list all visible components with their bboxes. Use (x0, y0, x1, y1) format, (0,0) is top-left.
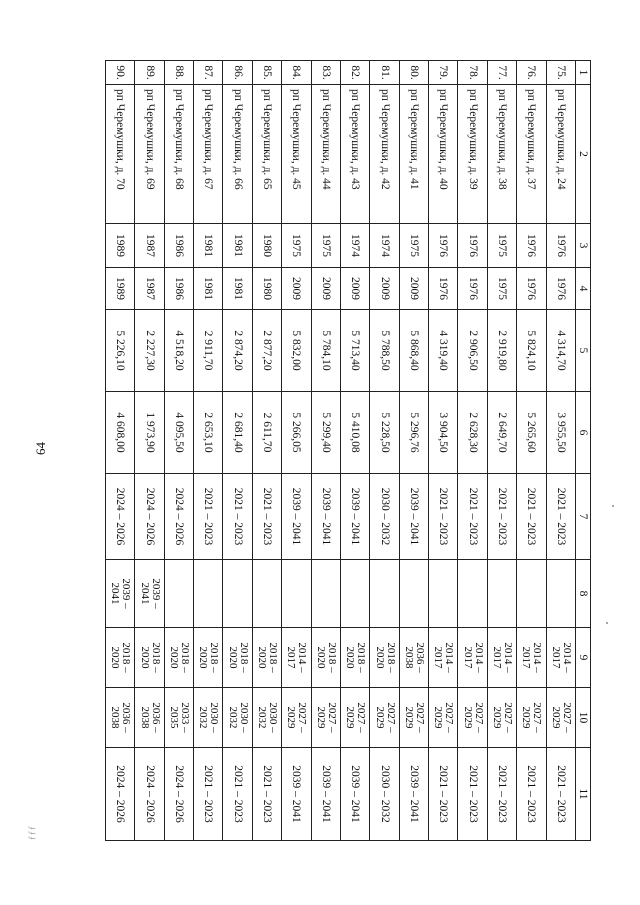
total-area-cell: 4 518,20 (164, 310, 193, 392)
period-cell: 2039 – 2041 (282, 748, 311, 841)
period-cell (517, 688, 546, 748)
total-area-cell: 2 227,30 (135, 310, 164, 392)
cell-line: 2018 – (178, 642, 191, 673)
period-cell: 2021 – 2023 (487, 748, 516, 841)
period-cell (282, 688, 311, 748)
living-area-cell: 2 653,10 (194, 392, 223, 474)
period-cell: 2024 – 2026 (135, 748, 164, 841)
year-built-cell: 1976 (429, 224, 458, 268)
row-number: 81. (370, 61, 399, 85)
total-area-cell: 5 868,40 (399, 310, 428, 392)
period-cell (252, 560, 281, 628)
column-header-11: 11 (576, 748, 591, 841)
row-number: 78. (458, 61, 487, 85)
table-row (106, 61, 135, 841)
cell-line: 2030 – (208, 702, 221, 733)
period-cell (487, 628, 516, 688)
cell-line: 2017 (461, 646, 474, 669)
address-cell: рп Черемушки, д. 39 (458, 85, 487, 224)
period-cell: 2039 – 2041 (399, 748, 428, 841)
table-row (311, 61, 340, 841)
period-cell (341, 688, 370, 748)
cell-line: 2027 – (355, 702, 368, 733)
table-row (223, 61, 252, 841)
year-built-cell: 1976 (517, 224, 546, 268)
period-cell (311, 628, 340, 688)
period-cell: 2021 – 2023 (194, 474, 223, 560)
cell-line: 2017 (285, 646, 298, 669)
year-built-cell: 1974 (341, 224, 370, 268)
living-area-cell: 2 649,70 (487, 392, 516, 474)
table-body (106, 61, 576, 841)
cell-line: 2020 (138, 646, 151, 669)
period-cell (458, 628, 487, 688)
year-built-cell: 1975 (487, 224, 516, 268)
period-cell (252, 688, 281, 748)
scan-speck (606, 622, 608, 624)
cell-line: 2018 – (208, 642, 221, 673)
period-cell: 2039 – 2041 (341, 748, 370, 841)
year-cell: 1989 (106, 268, 135, 310)
cell-line: 2030 – (267, 702, 280, 733)
period-cell: 2030 – 2032 (370, 748, 399, 841)
row-number: 84. (282, 61, 311, 85)
cell-line: 2014 – (296, 642, 309, 673)
cell-line: 2032 (226, 706, 239, 729)
period-cell: 2021 – 2023 (517, 748, 546, 841)
cell-line: 2029 (520, 706, 533, 729)
period-cell (106, 628, 135, 688)
period-cell: 2039 – 2041 (282, 474, 311, 560)
year-built-cell: 1975 (399, 224, 428, 268)
cell-line: 2041 (109, 582, 122, 605)
period-cell: 2021 – 2023 (487, 474, 516, 560)
address-cell: рп Черемушки, д. 44 (311, 85, 340, 224)
period-cell (517, 628, 546, 688)
total-area-cell: 2 911,70 (194, 310, 223, 392)
period-cell (458, 688, 487, 748)
period-cell (164, 628, 193, 688)
living-area-cell: 5 296,76 (399, 392, 428, 474)
period-cell: 2021 – 2023 (546, 748, 575, 841)
period-cell (429, 688, 458, 748)
address-cell: рп Черемушки, д. 45 (282, 85, 311, 224)
period-cell (370, 560, 399, 628)
period-cell: 2024 – 2026 (164, 748, 193, 841)
row-number: 76. (517, 61, 546, 85)
living-area-cell: 3 904,50 (429, 392, 458, 474)
total-area-cell: 4 314,70 (546, 310, 575, 392)
table-row (546, 61, 575, 841)
living-area-cell: 5 299,40 (311, 392, 340, 474)
cell-line: 2018 – (325, 642, 338, 673)
table-container (105, 60, 591, 840)
year-cell: 1981 (194, 268, 223, 310)
cell-line: 2029 (549, 706, 562, 729)
year-built-cell: 1974 (370, 224, 399, 268)
cell-line: 2014 – (560, 642, 573, 673)
address-cell: рп Черемушки, д. 65 (252, 85, 281, 224)
period-cell: 2021 – 2023 (546, 474, 575, 560)
period-cell: 2021 – 2023 (223, 474, 252, 560)
table-row (282, 61, 311, 841)
cell-line: 2029 (432, 706, 445, 729)
cell-line: 2036 – (149, 702, 162, 733)
scan-speck (612, 505, 614, 507)
cell-line: 2029 (344, 706, 357, 729)
row-number: 82. (341, 61, 370, 85)
row-number: 90. (106, 61, 135, 85)
year-built-cell: 1980 (252, 224, 281, 268)
period-cell: 2021 – 2023 (223, 748, 252, 841)
period-cell (194, 560, 223, 628)
cell-line: 2020 (167, 646, 180, 669)
cell-line: 2036 – (413, 642, 426, 673)
period-cell (487, 560, 516, 628)
period-cell (487, 688, 516, 748)
column-header-9: 9 (576, 628, 591, 688)
period-cell (370, 688, 399, 748)
period-cell (341, 628, 370, 688)
period-cell (546, 688, 575, 748)
living-area-cell: 5 265,60 (517, 392, 546, 474)
year-cell: 1975 (487, 268, 516, 310)
period-cell (194, 688, 223, 748)
period-cell: 2021 – 2023 (252, 748, 281, 841)
cell-line: 2029 (402, 706, 415, 729)
year-built-cell: 1981 (194, 224, 223, 268)
address-cell: рп Черемушки, д. 41 (399, 85, 428, 224)
period-cell: 2024 – 2026 (106, 748, 135, 841)
table-header-row (576, 61, 591, 841)
period-cell: 2039 – 2041 (311, 748, 340, 841)
address-cell: рп Черемушки, д. 69 (135, 85, 164, 224)
address-cell: рп Черемушки, д. 68 (164, 85, 193, 224)
cell-line: 2033 – (178, 702, 191, 733)
cell-line: 2017 (520, 646, 533, 669)
address-cell: рп Черемушки, д. 70 (106, 85, 135, 224)
cell-line: 2027 – (413, 702, 426, 733)
cell-line: 2018 – (149, 642, 162, 673)
period-cell (341, 560, 370, 628)
table-row (341, 61, 370, 841)
address-cell: рп Черемушки, д. 38 (487, 85, 516, 224)
cell-line: 2027 – (531, 702, 544, 733)
period-cell: 2039 – 2041 (311, 474, 340, 560)
cell-line: 2018 – (355, 642, 368, 673)
period-cell: 2039 – 2041 (399, 474, 428, 560)
year-cell: 2009 (341, 268, 370, 310)
cell-line: 2029 (285, 706, 298, 729)
address-cell: рп Черемушки, д. 66 (223, 85, 252, 224)
cell-line: 2041 (138, 582, 151, 605)
row-number: 79. (429, 61, 458, 85)
period-cell (135, 628, 164, 688)
scan-margin-mark: ƒƒƒ (27, 825, 36, 840)
row-number: 80. (399, 61, 428, 85)
table-row (429, 61, 458, 841)
period-cell (282, 628, 311, 688)
cell-line: 2038 (138, 706, 151, 729)
period-cell (223, 688, 252, 748)
cell-line: 2027 – (560, 702, 573, 733)
row-number: 89. (135, 61, 164, 85)
cell-line: 2029 (461, 706, 474, 729)
total-area-cell: 5 713,40 (341, 310, 370, 392)
total-area-cell: 5 824,10 (517, 310, 546, 392)
page-number: 64 (33, 442, 48, 455)
period-cell (135, 560, 164, 628)
cell-line: 2018 – (267, 642, 280, 673)
living-area-cell: 5 266,05 (282, 392, 311, 474)
table-row (458, 61, 487, 841)
row-number: 75. (546, 61, 575, 85)
column-header-3: 3 (576, 224, 591, 268)
cell-line: 2027 – (443, 702, 456, 733)
cell-line: 2029 (491, 706, 504, 729)
cell-line: 2014 – (502, 642, 515, 673)
year-cell: 1987 (135, 268, 164, 310)
period-cell (223, 560, 252, 628)
row-number: 87. (194, 61, 223, 85)
column-header-8: 8 (576, 560, 591, 628)
total-area-cell: 5 784,10 (311, 310, 340, 392)
period-cell (223, 628, 252, 688)
period-cell (164, 560, 193, 628)
cell-line: 2017 (432, 646, 445, 669)
cell-line: 2038 (109, 706, 122, 729)
period-cell (546, 628, 575, 688)
cell-line: 2020 (314, 646, 327, 669)
column-header-4: 4 (576, 268, 591, 310)
row-number: 88. (164, 61, 193, 85)
cell-line: 2020 (109, 646, 122, 669)
period-cell (458, 560, 487, 628)
year-cell: 1981 (223, 268, 252, 310)
column-header-1: 1 (576, 61, 591, 85)
living-area-cell: 3 955,50 (546, 392, 575, 474)
table-row (517, 61, 546, 841)
period-cell (546, 560, 575, 628)
period-cell: 2021 – 2023 (429, 748, 458, 841)
cell-line: 2035 (167, 706, 180, 729)
table-row (164, 61, 193, 841)
total-area-cell: 5 226,10 (106, 310, 135, 392)
period-cell (399, 560, 428, 628)
living-area-cell: 5 410,08 (341, 392, 370, 474)
year-built-cell: 1989 (106, 224, 135, 268)
living-area-cell: 1 973,90 (135, 392, 164, 474)
cell-line: 2027 – (384, 702, 397, 733)
cell-line: 2036 – (120, 702, 133, 733)
period-cell (517, 560, 546, 628)
cell-line: 2029 (314, 706, 327, 729)
row-number: 83. (311, 61, 340, 85)
year-cell: 1976 (546, 268, 575, 310)
period-cell: 2021 – 2023 (194, 748, 223, 841)
period-cell (135, 688, 164, 748)
address-cell: рп Черемушки, д. 24 (546, 85, 575, 224)
cell-line: 2017 (549, 646, 562, 669)
cell-line: 2018 – (384, 642, 397, 673)
year-built-cell: 1975 (311, 224, 340, 268)
cell-line: 2027 – (502, 702, 515, 733)
period-cell: 2024 – 2026 (164, 474, 193, 560)
cell-line: 2020 (344, 646, 357, 669)
total-area-cell: 4 319,40 (429, 310, 458, 392)
cell-line: 2039 – (149, 578, 162, 609)
year-cell: 2009 (282, 268, 311, 310)
period-cell: 2021 – 2023 (252, 474, 281, 560)
period-cell (311, 688, 340, 748)
cell-line: 2014 – (443, 642, 456, 673)
row-number: 77. (487, 61, 516, 85)
period-cell (282, 560, 311, 628)
year-cell: 1980 (252, 268, 281, 310)
cell-line: 2029 (373, 706, 386, 729)
period-cell: 2030 – 2032 (370, 474, 399, 560)
period-cell: 2021 – 2023 (429, 474, 458, 560)
address-cell: рп Черемушки, д. 40 (429, 85, 458, 224)
year-cell: 2009 (370, 268, 399, 310)
period-cell (164, 688, 193, 748)
row-number: 85. (252, 61, 281, 85)
year-cell: 1976 (517, 268, 546, 310)
housing-repair-table (105, 60, 591, 841)
living-area-cell: 4 095,50 (164, 392, 193, 474)
period-cell (106, 688, 135, 748)
table-row (399, 61, 428, 841)
year-built-cell: 1976 (458, 224, 487, 268)
address-cell: рп Черемушки, д. 37 (517, 85, 546, 224)
cell-line: 2020 (256, 646, 269, 669)
table-row (252, 61, 281, 841)
cell-line: 2014 – (531, 642, 544, 673)
cell-line: 2032 (197, 706, 210, 729)
cell-line: 2032 (256, 706, 269, 729)
period-cell (429, 628, 458, 688)
total-area-cell: 2 919,80 (487, 310, 516, 392)
total-area-cell: 2 877,20 (252, 310, 281, 392)
year-cell: 1986 (164, 268, 193, 310)
column-header-2: 2 (576, 85, 591, 224)
living-area-cell: 2 681,40 (223, 392, 252, 474)
year-built-cell: 1986 (164, 224, 193, 268)
year-built-cell: 1975 (282, 224, 311, 268)
period-cell: 2021 – 2023 (458, 748, 487, 841)
address-cell: рп Черемушки, д. 42 (370, 85, 399, 224)
table-row (135, 61, 164, 841)
year-cell: 1976 (429, 268, 458, 310)
cell-line: 2020 (226, 646, 239, 669)
total-area-cell: 2 874,20 (223, 310, 252, 392)
address-cell: рп Черемушки, д. 43 (341, 85, 370, 224)
year-cell: 1976 (458, 268, 487, 310)
total-area-cell: 5 788,50 (370, 310, 399, 392)
total-area-cell: 5 832,00 (282, 310, 311, 392)
year-built-cell: 1981 (223, 224, 252, 268)
cell-line: 2018 – (237, 642, 250, 673)
column-header-6: 6 (576, 392, 591, 474)
table-row (370, 61, 399, 841)
year-cell: 2009 (311, 268, 340, 310)
cell-line: 2017 (491, 646, 504, 669)
cell-line: 2038 (402, 646, 415, 669)
year-built-cell: 1987 (135, 224, 164, 268)
period-cell: 2021 – 2023 (458, 474, 487, 560)
period-cell (370, 628, 399, 688)
address-cell: рп Черемушки, д. 67 (194, 85, 223, 224)
period-cell (106, 560, 135, 628)
cell-line: 2014 – (472, 642, 485, 673)
period-cell (399, 628, 428, 688)
cell-line: 2027 – (472, 702, 485, 733)
living-area-cell: 2 628,30 (458, 392, 487, 474)
period-cell (311, 560, 340, 628)
total-area-cell: 2 906,50 (458, 310, 487, 392)
column-header-5: 5 (576, 310, 591, 392)
period-cell: 2024 – 2026 (106, 474, 135, 560)
period-cell (252, 628, 281, 688)
cell-line: 2030 – (237, 702, 250, 733)
cell-line: 2027 – (296, 702, 309, 733)
column-header-10: 10 (576, 688, 591, 748)
row-number: 86. (223, 61, 252, 85)
period-cell: 2039 – 2041 (341, 474, 370, 560)
year-cell: 2009 (399, 268, 428, 310)
cell-line: 2020 (373, 646, 386, 669)
cell-line: 2039 – (120, 578, 133, 609)
period-cell (429, 560, 458, 628)
living-area-cell: 5 228,50 (370, 392, 399, 474)
living-area-cell: 4 608,00 (106, 392, 135, 474)
year-built-cell: 1976 (546, 224, 575, 268)
table-row (194, 61, 223, 841)
table-row (487, 61, 516, 841)
period-cell (399, 688, 428, 748)
living-area-cell: 2 611,70 (252, 392, 281, 474)
period-cell: 2021 – 2023 (517, 474, 546, 560)
cell-line: 2018 – (120, 642, 133, 673)
period-cell (194, 628, 223, 688)
cell-line: 2020 (197, 646, 210, 669)
column-header-7: 7 (576, 474, 591, 560)
cell-line: 2027 – (325, 702, 338, 733)
period-cell: 2024 – 2026 (135, 474, 164, 560)
